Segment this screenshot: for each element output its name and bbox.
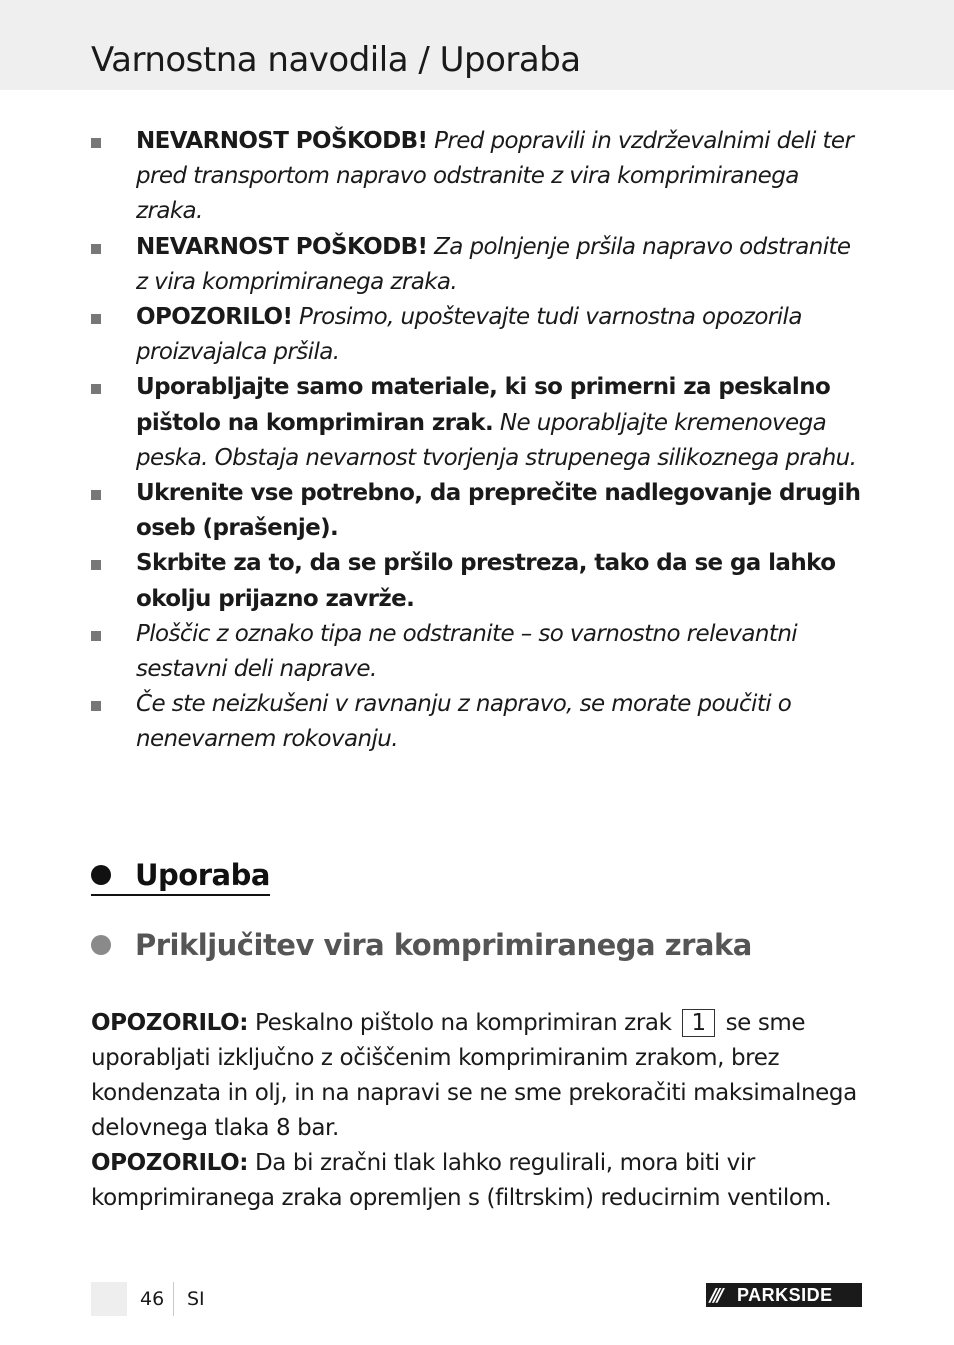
warning-paragraph: [91, 1006, 871, 1146]
parkside-logo: [706, 1283, 862, 1307]
instruction-text: Pred popravili in vzdrževalnimi deli ter pred transportom napravo odstranite z vira komprimiranega zraka.: [136, 128, 854, 225]
part-reference-number: 1: [682, 1009, 714, 1037]
list-item: [91, 476, 866, 546]
list-item: [91, 300, 866, 370]
square-bullet-icon: [91, 490, 101, 500]
warning-label: Ukrenite vse potrebno, da preprečite nadlegovanje drugih oseb (prašenje).: [136, 480, 861, 542]
bullet-dot-icon: [91, 935, 111, 955]
warning-label: NEVARNOST POŠKODB!: [136, 128, 428, 154]
warning-label: OPOZORILO:: [91, 1010, 249, 1036]
section-title: Uporaba: [135, 858, 270, 892]
instruction-text: Prosimo, upoštevajte tudi varnostna opozorila proizvajalca pršila.: [136, 304, 802, 366]
list-item: [91, 370, 866, 476]
footer-divider: [173, 1282, 174, 1316]
page-title: Varnostna navodila / Uporaba: [91, 40, 581, 80]
list-item: [91, 124, 866, 230]
safety-instructions-list: [91, 124, 866, 758]
list-item: [91, 617, 866, 687]
instruction-text: Če ste neizkušeni v ravnanju z napravo, se morate poučiti o nenevarnem rokovanju.: [136, 691, 792, 753]
list-item: [91, 546, 866, 616]
footer-marker: [91, 1282, 127, 1316]
warning-label: OPOZORILO:: [91, 1150, 249, 1176]
paragraph-text: Peskalno pištolo na komprimiran zrak: [248, 1010, 679, 1036]
square-bullet-icon: [91, 244, 101, 254]
instruction-text: Za polnjenje pršila napravo odstranite z vira komprimiranega zraka.: [136, 233, 851, 295]
page-number: 46: [140, 1288, 165, 1310]
brand-name: PARKSIDE: [737, 1285, 833, 1305]
square-bullet-icon: [91, 138, 101, 148]
warning-label: OPOZORILO!: [136, 304, 293, 331]
warning-paragraph: [91, 1146, 871, 1216]
square-bullet-icon: [91, 384, 101, 394]
paragraph-text: Da bi zračni tlak lahko regulirali, mora biti vir komprimiranega zraka opremljen s (filtrskim) reducirnim ventilom.: [91, 1150, 832, 1211]
language-code: SI: [187, 1288, 205, 1310]
square-bullet-icon: [91, 631, 101, 641]
section-heading-connection: [91, 928, 752, 962]
logo-stripes-icon: ///: [710, 1285, 721, 1306]
list-item: [91, 687, 866, 757]
square-bullet-icon: [91, 314, 101, 324]
square-bullet-icon: [91, 701, 101, 711]
instruction-text: Ploščic z oznako tipa ne odstranite – so varnostno relevantni sestavni deli naprave.: [136, 620, 798, 683]
warning-label: Uporabljajte samo materiale, ki so primerni za peskalno pištolo na komprimiran zrak.: [136, 374, 831, 436]
warning-label: NEVARNOST POŠKODB!: [136, 233, 428, 260]
warning-label: Skrbite za to, da se pršilo prestreza, tako da se ga lahko okolju prijazno zavrže.: [136, 550, 836, 612]
list-item: [91, 230, 866, 300]
bullet-dot-icon: [91, 865, 111, 885]
instruction-text: Ne uporabljajte kremenovega peska. Obstaja nevarnost tvorjenja strupenega silikoznega prahu.: [136, 409, 857, 471]
section-heading-uporaba: [91, 858, 270, 896]
square-bullet-icon: [91, 560, 101, 570]
section-title: Priključitev vira komprimiranega zraka: [135, 928, 752, 962]
paragraph-text: se sme uporabljati izključno z očiščenim komprimiranim zrakom, brez kondenzata in olj, in na napravi se ne sme prekoračiti maksimalnega delovnega tlaka 8 bar.: [91, 1010, 857, 1141]
